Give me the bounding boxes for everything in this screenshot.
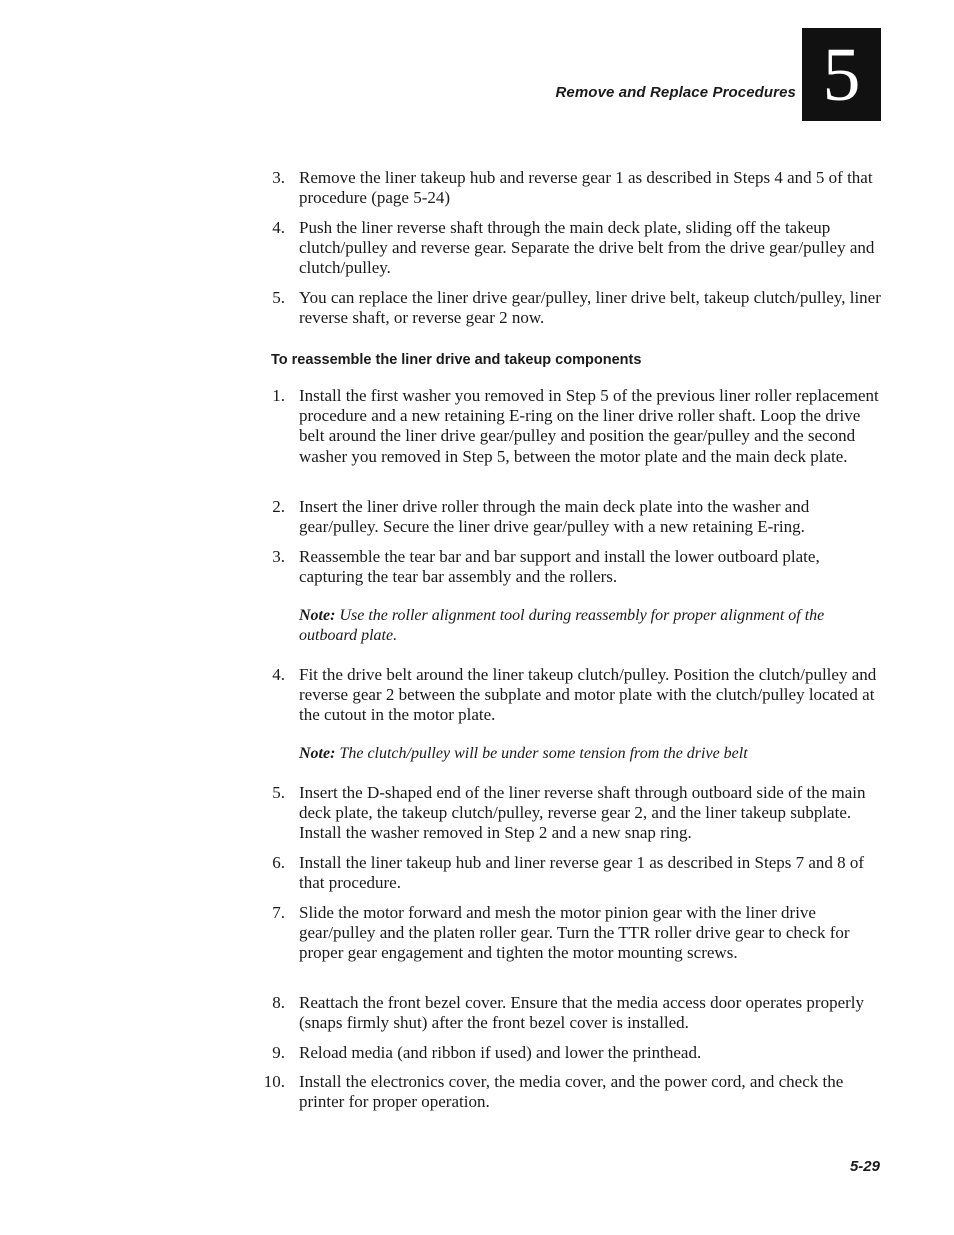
step-text: Reload media (and ribbon if used) and lower the printhead. [299,1043,702,1062]
step-text: Fit the drive belt around the liner takeup clutch/pulley. Position the clutch/pulley and reverse gear 2 between the subplate and motor plate with the clutch/pulley located at the cutout in the motor plate. [299,665,877,725]
step-number: 2. [272,497,285,516]
step-text: Insert the D-shaped end of the liner reverse shaft through outboard side of the main deck plate, the takeup clutch/pulley, reverse gear 2, and the liner takeup subplate. Install the washer removed in Step 2 and a new snap ring. [299,783,866,843]
step-text: Slide the motor forward and mesh the motor pinion gear with the liner drive gear/pulley and the platen roller gear. Turn the TTR roller drive gear to check for proper gear engagement and tighten the motor mounting screws. [299,903,850,963]
step-text: Reassemble the tear bar and bar support and install the lower outboard plate, capturing the tear bar assembly and the rollers. [299,547,820,587]
step-text: Remove the liner takeup hub and reverse gear 1 as described in Steps 4 and 5 of that procedure (page 5-24) [299,168,873,208]
step-number: 4. [272,218,285,237]
note [299,606,883,646]
procedure-heading: To reassemble the liner drive and takeup components [271,352,642,368]
chapter-number: 5 [822,32,861,117]
step-number: 6. [272,853,285,872]
step-text: Push the liner reverse shaft through the main deck plate, sliding off the takeup clutch/pulley and reverse gear. Separate the drive belt from the drive gear/pulley and clutch/pulley. [299,218,875,278]
section-title: Remove and Replace Procedures [555,84,796,101]
page-number: 5-29 [849,1158,880,1175]
step-number: 5. [272,783,285,802]
step-text: Insert the liner drive roller through the main deck plate into the washer and gear/pulley. Secure the liner drive gear/pulley with a new retaining E-ring. [299,497,810,537]
step-text: Install the liner takeup hub and liner reverse gear 1 as described in Steps 7 and 8 of that procedure. [299,853,865,893]
step-number: 4. [272,665,285,684]
note-text: Use the roller alignment tool during reassembly for proper alignment of the outboard plate. [299,607,825,645]
step-text: Install the electronics cover, the media cover, and the power cord, and check the printer for proper operation. [299,1072,844,1112]
note-label: Note: [299,745,336,762]
note-label: Note: [299,607,336,624]
note-text: The clutch/pulley will be under some tension from the drive belt [335,745,748,762]
step-number: 8. [272,993,285,1012]
step-number: 9. [272,1043,285,1062]
step-number: 1. [272,386,285,405]
step-number: 3. [272,547,285,566]
step-number: 7. [272,903,285,922]
step-text: You can replace the liner drive gear/pulley, liner drive belt, takeup clutch/pulley, liner reverse shaft, or reverse gear 2 now. [299,288,881,328]
note [299,744,883,764]
step-text: Install the first washer you removed in Step 5 of the previous liner roller replacement procedure and a new retaining E-ring on the liner drive roller shaft. Loop the drive belt around the liner drive gear/pulley and position the gear/pulley and the second washer you removed in Step 5, between the motor plate and the main deck plate. [299,386,879,466]
step-number: 10. [263,1072,285,1091]
step-number: 3. [272,168,285,187]
step-text: Reattach the front bezel cover. Ensure that the media access door operates properly (snaps firmly shut) after the front bezel cover is installed. [299,993,865,1033]
step-number: 5. [272,288,285,307]
chapter-tab [802,28,881,121]
